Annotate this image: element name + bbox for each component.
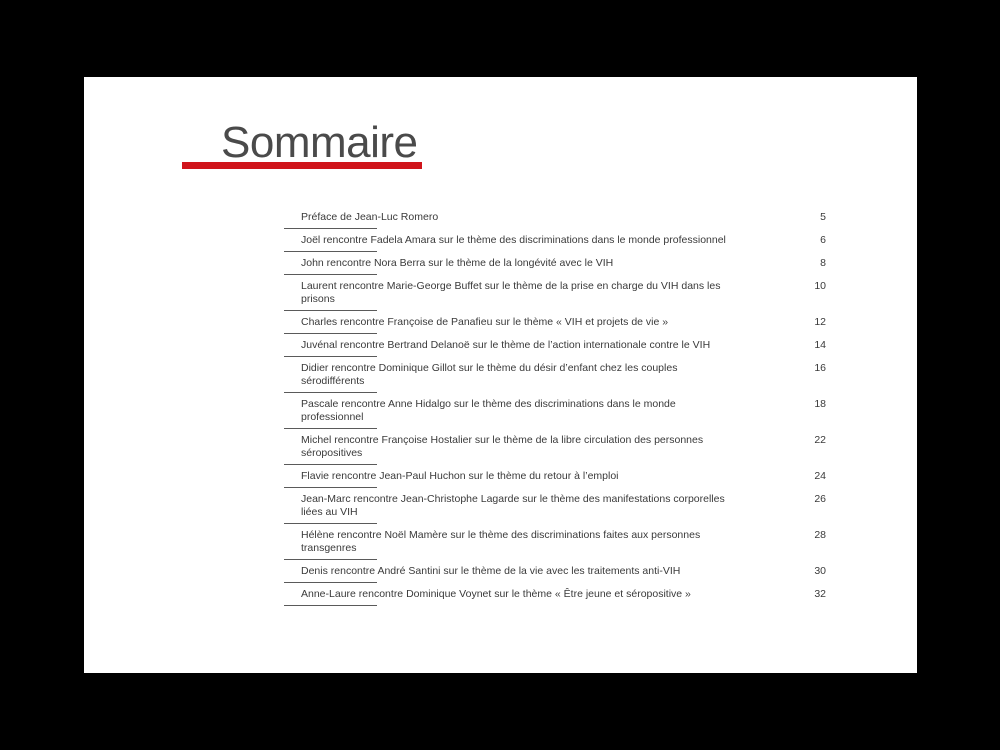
toc-entry-page: 32 bbox=[814, 588, 826, 600]
toc-entry bbox=[284, 565, 826, 583]
toc-entry bbox=[284, 339, 826, 357]
toc-entry-title: Préface de Jean-Luc Romero bbox=[301, 211, 439, 223]
toc-entry-page: 10 bbox=[814, 280, 826, 292]
toc-entry-page: 14 bbox=[814, 339, 826, 351]
toc-entry-title: Flavie rencontre Jean-Paul Huchon sur le thème du retour à l’emploi bbox=[301, 470, 619, 482]
toc-entry-title: Didier rencontre Dominique Gillot sur le thème du désir d’enfant chez les couples sérodifférents bbox=[301, 362, 678, 387]
toc-entry-title: Joël rencontre Fadela Amara sur le thème des discriminations dans le monde professionnel bbox=[301, 234, 726, 246]
toc-entry-page: 16 bbox=[814, 362, 826, 374]
toc-entry bbox=[284, 529, 826, 560]
page-title: Sommaire bbox=[221, 118, 418, 167]
toc-entry-page: 6 bbox=[820, 234, 826, 246]
toc-entry bbox=[284, 398, 826, 429]
toc-entry-page: 30 bbox=[814, 565, 826, 577]
toc-entry-page: 24 bbox=[814, 470, 826, 482]
toc-entry bbox=[284, 234, 826, 252]
toc-entry bbox=[284, 588, 826, 606]
toc-entry-title: Michel rencontre Françoise Hostalier sur le thème de la libre circulation des personnes séropositives bbox=[301, 434, 704, 459]
toc-entry bbox=[284, 493, 826, 524]
toc-entry-page: 5 bbox=[820, 211, 826, 223]
toc-entry bbox=[284, 257, 826, 275]
table-of-contents bbox=[284, 211, 826, 611]
toc-entry-title: Juvénal rencontre Bertrand Delanoë sur le thème de l’action internationale contre le VIH bbox=[301, 339, 711, 351]
toc-entry-title: Charles rencontre Françoise de Panafieu sur le thème « VIH et projets de vie » bbox=[301, 316, 669, 328]
toc-entry bbox=[284, 316, 826, 334]
toc-entry-page: 12 bbox=[814, 316, 826, 328]
toc-entry bbox=[284, 280, 826, 311]
toc-entry-page: 26 bbox=[814, 493, 826, 505]
toc-entry-page: 22 bbox=[814, 434, 826, 446]
toc-entry-title: Laurent rencontre Marie-George Buffet sur le thème de la prise en charge du VIH dans les prisons bbox=[301, 280, 721, 305]
toc-entry-title: Hélène rencontre Noël Mamère sur le thème des discriminations faites aux personnes transgenres bbox=[301, 529, 701, 554]
toc-entry-title: Pascale rencontre Anne Hidalgo sur le thème des discriminations dans le monde professionnel bbox=[301, 398, 676, 423]
toc-entry-title: Denis rencontre André Santini sur le thème de la vie avec les traitements anti-VIH bbox=[301, 565, 681, 577]
toc-entry-page: 8 bbox=[820, 257, 826, 269]
toc-entry-title: John rencontre Nora Berra sur le thème de la longévité avec le VIH bbox=[301, 257, 614, 269]
toc-entry bbox=[284, 434, 826, 465]
toc-entry-page: 18 bbox=[814, 398, 826, 410]
document-page bbox=[84, 77, 917, 673]
toc-entry bbox=[284, 362, 826, 393]
toc-entry bbox=[284, 470, 826, 488]
toc-entry-page: 28 bbox=[814, 529, 826, 541]
toc-entry-title: Anne-Laure rencontre Dominique Voynet sur le thème « Être jeune et séropositive » bbox=[301, 588, 691, 600]
toc-entry bbox=[284, 211, 826, 229]
title-block bbox=[182, 117, 422, 173]
toc-entry-title: Jean-Marc rencontre Jean-Christophe Lagarde sur le thème des manifestations corporelles liées au VIH bbox=[301, 493, 725, 518]
